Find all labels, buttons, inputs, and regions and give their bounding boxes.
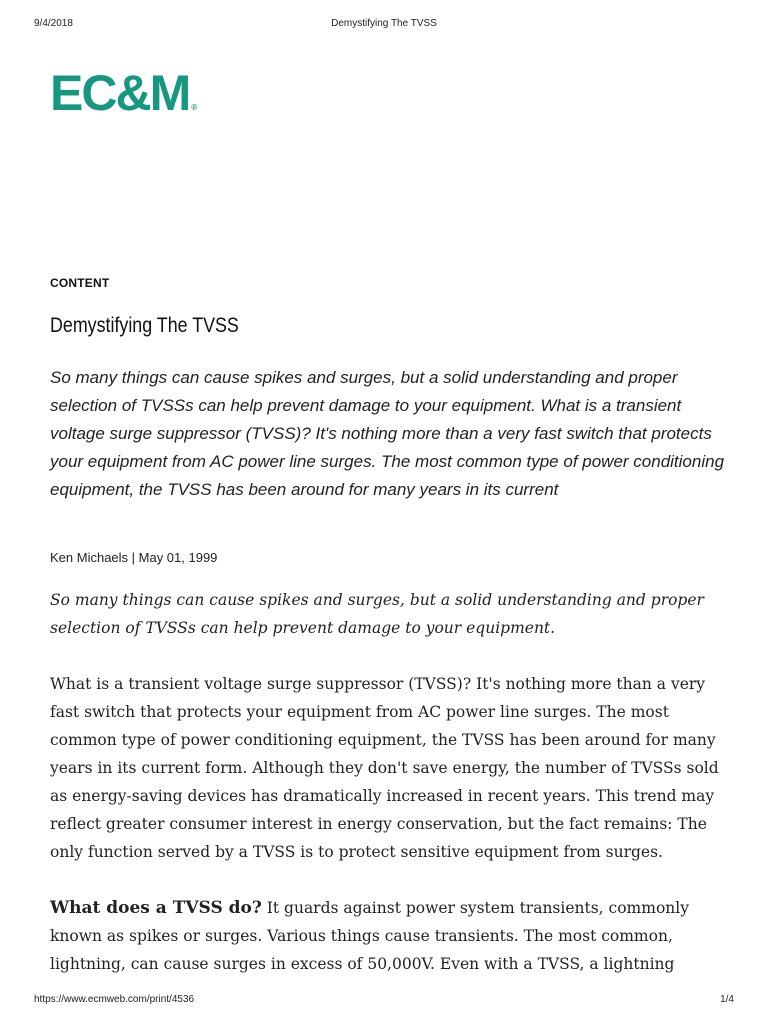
article-byline: Ken Michaels | May 01, 1999 bbox=[50, 550, 218, 565]
paragraph-heading: What does a TVSS do? bbox=[50, 898, 262, 918]
ecm-logo[interactable] bbox=[50, 65, 198, 133]
article-title: Demystifying The TVSS bbox=[50, 314, 239, 337]
article-summary: So many things can cause spikes and surges, but a solid understanding and proper selection of TVSSs can help prevent damage to your equipment. What is a transient voltage surge suppressor (TVSS)? It's nothing more than a very fast switch that protects your equipment from AC power line surges. The most common type of power conditioning equipment, the TVSS has been around for many years in its current bbox=[50, 368, 725, 499]
section-label: CONTENT bbox=[50, 276, 110, 290]
article-paragraph: What is a transient voltage surge suppressor (TVSS)? It's nothing more than a very fast switch that protects your equipment from AC power line surges. The most common type of power conditioning equipment, the TVSS has been around for many years in its current form. Although they don't save energy, the number of TVSSs sold as energy-saving devices has dramatically increased in recent years. This trend may reflect greater consumer interest in energy conservation, but the fact remains: The only function served by a TVSS is to protect sensitive equipment from surges. bbox=[50, 675, 719, 861]
print-page-title: Demystifying The TVSS bbox=[331, 18, 437, 29]
page-number: 1/4 bbox=[720, 994, 734, 1005]
print-date: 9/4/2018 bbox=[34, 18, 73, 29]
logo-text: EC&M bbox=[50, 65, 190, 121]
article-lead: So many things can cause spikes and surges, but a solid understanding and proper selection of TVSSs can help prevent damage to your equipment. bbox=[50, 591, 704, 637]
paragraph-text: It guards against power system transients, commonly known as spikes or surges. Various things cause transients. The most common, lightning, can cause surges in excess of 50,000V. Even with a TVSS, a lightning bbox=[50, 899, 689, 973]
registered-mark: ® bbox=[191, 103, 198, 112]
print-url: https://www.ecmweb.com/print/4536 bbox=[34, 994, 195, 1005]
article-paragraph bbox=[50, 894, 730, 978]
